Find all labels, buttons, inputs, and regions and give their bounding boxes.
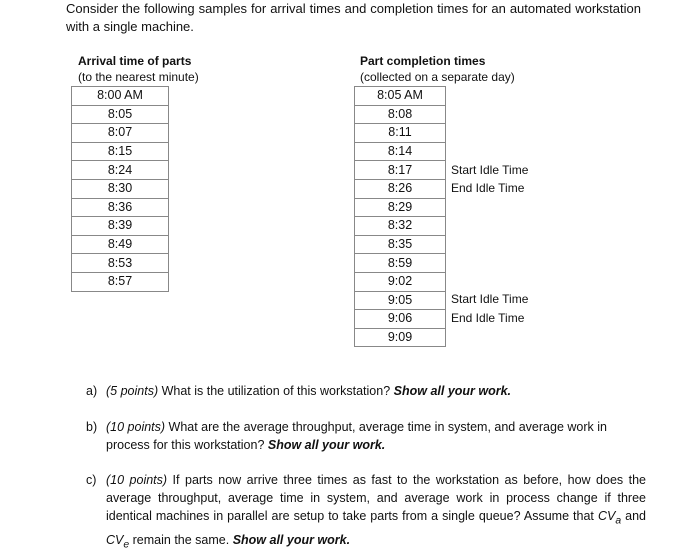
table-row (355, 310, 446, 329)
question-text: and (621, 509, 646, 523)
idle-label: Start Idle Time (451, 163, 529, 177)
time-cell: 8:39 (72, 217, 169, 236)
time-cell: 8:29 (355, 198, 446, 217)
time-cell: 8:53 (72, 254, 169, 273)
table-row (72, 105, 169, 124)
time-cell: 8:14 (355, 142, 446, 161)
time-cell: 9:09 (355, 328, 446, 347)
question-text: What is the utilization of this workstation? (158, 384, 394, 398)
arrival-table (71, 86, 169, 292)
time-cell: 8:15 (72, 142, 169, 161)
time-cell: 8:36 (72, 198, 169, 217)
time-cell: 8:35 (355, 235, 446, 254)
question-number: c) (86, 473, 97, 487)
table-row (355, 198, 446, 217)
table-row (72, 235, 169, 254)
arrival-title: Arrival time of parts (78, 54, 192, 68)
completion-subtitle: (collected on a separate day) (360, 70, 515, 84)
time-cell: 8:05 AM (355, 87, 446, 106)
time-cell: 9:02 (355, 272, 446, 291)
table-row (355, 179, 446, 198)
cve-sub: e (123, 539, 130, 550)
question-b (86, 418, 646, 454)
table-row (72, 142, 169, 161)
table-row (72, 87, 169, 106)
question-number: b) (86, 420, 98, 434)
time-cell: 8:57 (72, 272, 169, 291)
points: (10 points) (106, 473, 168, 487)
question-a (86, 382, 646, 400)
table-row (72, 198, 169, 217)
time-cell: 8:49 (72, 235, 169, 254)
completion-table (354, 86, 446, 347)
time-cell: 9:06 (355, 310, 446, 329)
emphasis: Show all your work. (232, 532, 351, 547)
time-cell: 8:30 (72, 179, 169, 198)
time-cell: 8:17 (355, 161, 446, 180)
table-row (72, 254, 169, 273)
table-row (355, 124, 446, 143)
table-row (355, 254, 446, 273)
table-row (355, 291, 446, 310)
question-text: If parts now arrive three times as fast to the workstation as before, how does the average throughput, average time in system, and average work in process change if three identical machines in parallel are setup to take parts from a single queue? Assume that (106, 473, 647, 523)
intro-text: Consider the following samples for arrival times and completion times for an automated workstation with a single machine. (66, 1, 641, 34)
points: (5 points) (106, 384, 159, 398)
time-cell: 8:32 (355, 217, 446, 236)
table-row (72, 124, 169, 143)
completion-title: Part completion times (360, 54, 486, 68)
table-row (355, 235, 446, 254)
time-cell: 8:07 (72, 124, 169, 143)
time-cell: 8:26 (355, 179, 446, 198)
idle-label: End Idle Time (451, 311, 525, 325)
table-row (72, 179, 169, 198)
cve: CV (106, 532, 124, 547)
table-row (72, 217, 169, 236)
time-cell: 8:05 (72, 105, 169, 124)
table-row (355, 87, 446, 106)
time-cell: 9:05 (355, 291, 446, 310)
cva-sub: a (615, 515, 622, 527)
question-c (86, 471, 646, 554)
time-cell: 8:08 (355, 105, 446, 124)
time-cell: 8:24 (72, 161, 169, 180)
time-cell: 8:00 AM (72, 87, 169, 106)
arrival-subtitle: (to the nearest minute) (78, 70, 199, 84)
table-row (355, 272, 446, 291)
table-row (355, 328, 446, 347)
emphasis: Show all your work. (393, 384, 512, 398)
time-cell: 8:11 (355, 124, 446, 143)
idle-label: End Idle Time (451, 181, 525, 195)
question-number: a) (86, 384, 98, 398)
idle-label: Start Idle Time (451, 292, 529, 306)
table-row (355, 161, 446, 180)
table-row (355, 217, 446, 236)
question-text: What are the average throughput, average time in system, and average work in process for this workstation? (106, 420, 607, 452)
question-text: remain the same. (129, 532, 233, 547)
points: (10 points) (106, 420, 166, 434)
table-row (72, 161, 169, 180)
table-row (72, 272, 169, 291)
time-cell: 8:59 (355, 254, 446, 273)
emphasis: Show all your work. (267, 438, 386, 452)
table-row (355, 105, 446, 124)
table-row (355, 142, 446, 161)
cva: CV (597, 509, 616, 523)
